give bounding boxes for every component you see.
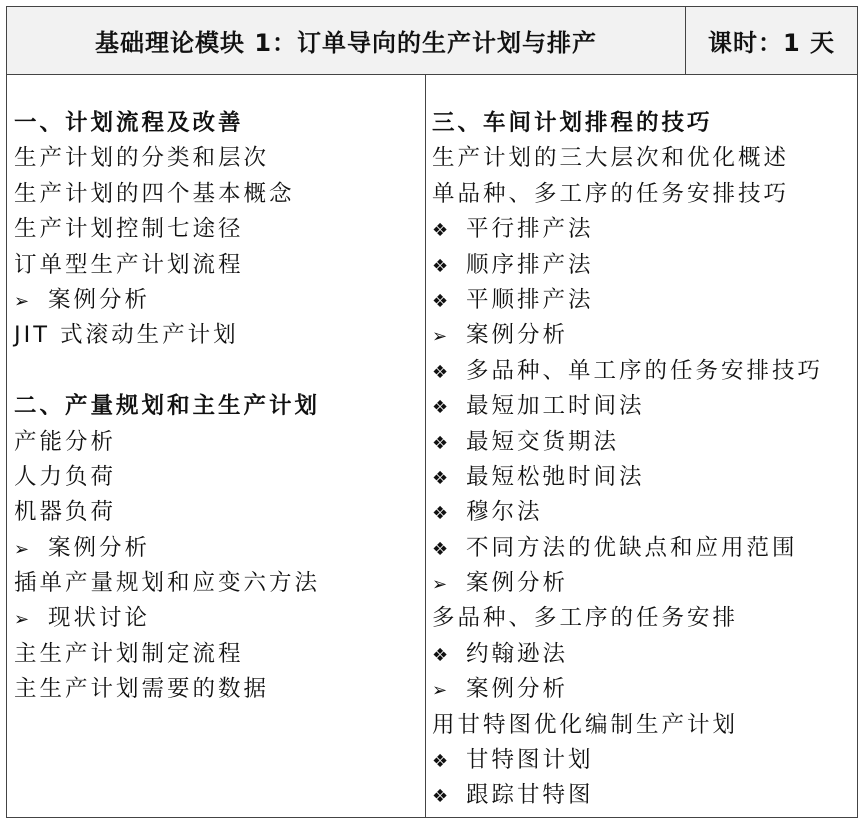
list-item: 主生产计划需要的数据 bbox=[14, 676, 270, 703]
diamond-bullet-icon: ❖ bbox=[432, 467, 452, 489]
arrow-bullet-icon: ➢ bbox=[432, 680, 451, 702]
list-item: 机器负荷 bbox=[14, 499, 117, 526]
diamond-bullet-icon: ❖ bbox=[432, 503, 452, 525]
arrow-bullet-icon: ➢ bbox=[432, 574, 451, 596]
list-item: ➢ 案例分析 bbox=[432, 566, 852, 601]
arrow-bullet-icon: ➢ bbox=[432, 326, 451, 348]
list-item: 单品种、多工序的任务安排技巧 bbox=[432, 180, 790, 207]
diamond-bullet-icon: ❖ bbox=[432, 786, 452, 808]
list-item: ❖ 甘特图计划 bbox=[432, 743, 852, 778]
table-header bbox=[7, 7, 857, 75]
list-item: 产能分析 bbox=[14, 428, 117, 455]
list-item: 用甘特图优化编制生产计划 bbox=[432, 711, 739, 738]
diamond-bullet-icon: ❖ bbox=[432, 397, 452, 419]
list-item: 生产计划的四个基本概念 bbox=[14, 180, 295, 207]
list-item: 生产计划控制七途径 bbox=[14, 216, 244, 243]
list-item: ➢ 案例分析 bbox=[432, 318, 852, 353]
diamond-bullet-icon: ❖ bbox=[432, 255, 452, 277]
column-divider bbox=[425, 74, 426, 817]
list-item: ❖ 最短交货期法 bbox=[432, 425, 852, 460]
arrow-bullet-icon: ➢ bbox=[14, 538, 33, 560]
diamond-bullet-icon: ❖ bbox=[432, 644, 452, 666]
list-item: ❖ 平行排产法 bbox=[432, 212, 852, 247]
list-item: ❖ 最短加工时间法 bbox=[432, 389, 852, 424]
list-item: ➢ 案例分析 bbox=[432, 672, 852, 707]
diamond-bullet-icon: ❖ bbox=[432, 432, 452, 454]
list-item: ❖ 约翰逊法 bbox=[432, 637, 852, 672]
module-title: 基础理论模块 1：订单导向的生产计划与排产 bbox=[94, 29, 598, 57]
list-item: 订单型生产计划流程 bbox=[14, 251, 244, 278]
list-item: 插单产量规划和应变六方法 bbox=[14, 570, 321, 597]
list-item: ❖ 跟踪甘特图 bbox=[432, 778, 852, 813]
list-item: 多品种、多工序的任务安排 bbox=[432, 605, 739, 632]
list-item: JIT 式滚动生产计划 bbox=[14, 322, 239, 349]
list-item: 生产计划的分类和层次 bbox=[14, 145, 270, 172]
diamond-bullet-icon: ❖ bbox=[432, 751, 452, 773]
list-item: ❖ 不同方法的优缺点和应用范围 bbox=[432, 531, 852, 566]
list-item: ❖ 平顺排产法 bbox=[432, 283, 852, 318]
section-heading: 三、车间计划排程的技巧 bbox=[432, 110, 713, 136]
arrow-bullet-icon: ➢ bbox=[14, 290, 33, 312]
list-item: 主生产计划制定流程 bbox=[14, 640, 244, 667]
section-heading: 一、计划流程及改善 bbox=[14, 110, 244, 136]
diamond-bullet-icon: ❖ bbox=[432, 290, 452, 312]
diamond-bullet-icon: ❖ bbox=[432, 220, 452, 242]
list-item: ❖ 最短松弛时间法 bbox=[432, 460, 852, 495]
list-item: ❖ 穆尔法 bbox=[432, 495, 852, 530]
diamond-bullet-icon: ❖ bbox=[432, 538, 452, 560]
list-item: ➢ 案例分析 bbox=[14, 283, 414, 318]
diamond-bullet-icon: ❖ bbox=[432, 361, 452, 383]
list-item: ➢ 案例分析 bbox=[14, 531, 414, 566]
list-item: ❖ 多品种、单工序的任务安排技巧 bbox=[432, 354, 852, 389]
list-item: 生产计划的三大层次和优化概述 bbox=[432, 145, 790, 172]
right-column bbox=[432, 106, 852, 814]
list-item: ❖ 顺序排产法 bbox=[432, 248, 852, 283]
list-item: ➢ 现状讨论 bbox=[14, 601, 414, 636]
left-column bbox=[14, 106, 414, 708]
list-item: 人力负荷 bbox=[14, 463, 117, 490]
section-heading: 二、产量规划和主生产计划 bbox=[14, 393, 321, 420]
arrow-bullet-icon: ➢ bbox=[14, 609, 33, 631]
class-hours: 课时：1 天 bbox=[707, 29, 836, 57]
spacer bbox=[14, 354, 414, 389]
